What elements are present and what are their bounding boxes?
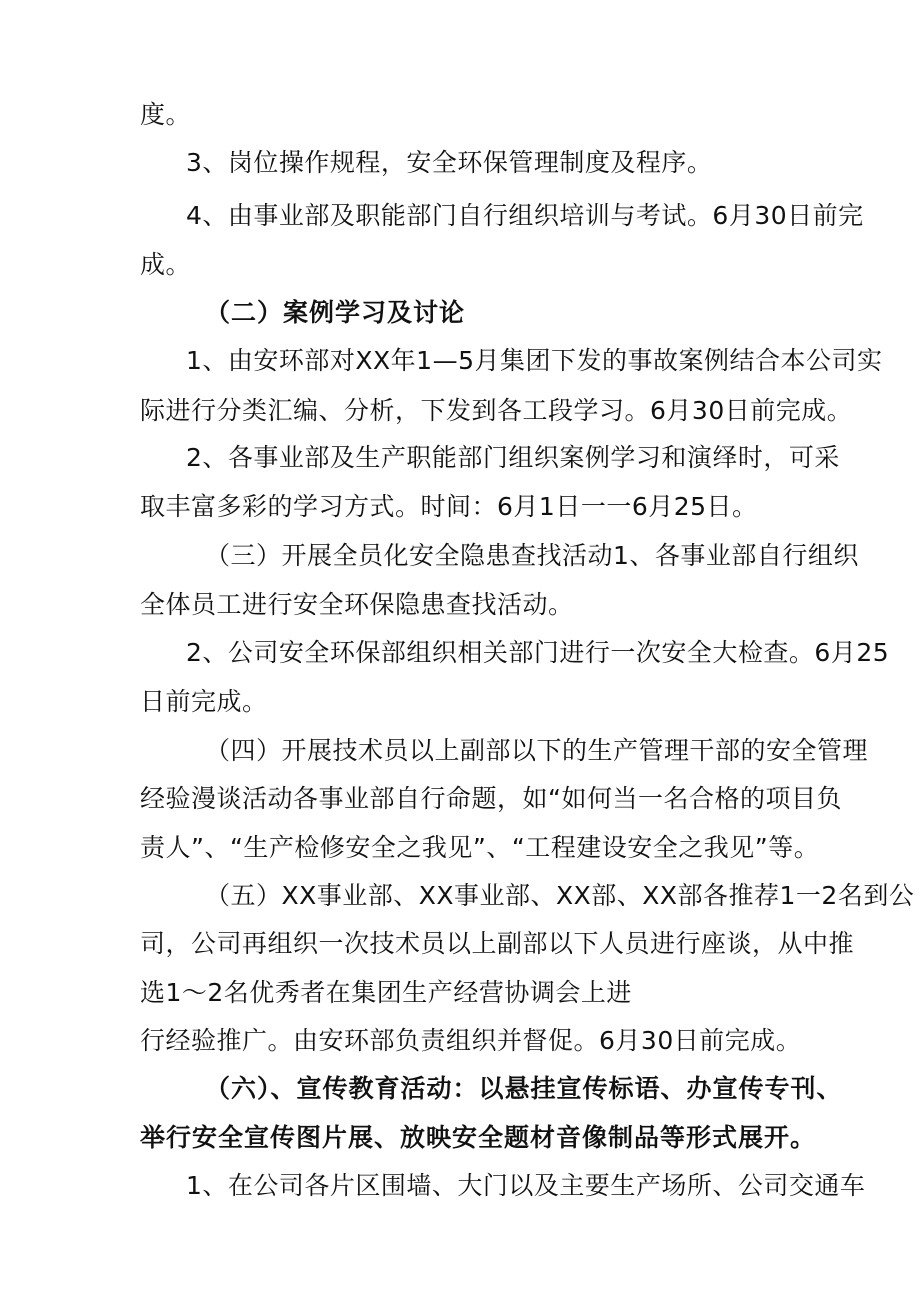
- section-heading: （二）案例学习及讨论: [205, 298, 466, 327]
- text-line: 行经验推广。由安环部负责组织并督促。6月30日前完成。: [140, 1026, 802, 1055]
- text-line: 2、各事业部及生产职能部门组织案例学习和演绎时，可采: [186, 443, 840, 472]
- text-line: 1、在公司各片区围墙、大门以及主要生产场所、公司交通车: [186, 1171, 866, 1200]
- text-line: 责人”、“生产检修安全之我见”、“工程建设安全之我见”等。: [140, 833, 820, 862]
- text-line: 1、由安环部对XX年1—5月集团下发的事故案例结合本公司实: [186, 346, 883, 375]
- text-line-bold: 举行安全宣传图片展、放映安全题材音像制品等形式展开。: [140, 1123, 817, 1152]
- text-line: 全体员工进行安全环保隐患查找活动。: [140, 590, 574, 619]
- text-line: 经验漫谈活动各事业部自行命题，如“如何当一名合格的项目负: [140, 784, 842, 813]
- section-heading: （四）开展技术员以上副部以下的生产管理干部的安全管理: [205, 736, 869, 765]
- text-line: 取丰富多彩的学习方式。时间：6月1日一一6月25日。: [140, 492, 758, 521]
- text-line: 日前完成。: [140, 687, 268, 716]
- text-line: 4、由事业部及职能部门自行组织培训与考试。6月30日前完: [186, 201, 864, 230]
- text-line: 选1～2名优秀者在集团生产经营协调会上进: [140, 978, 632, 1007]
- text-line: 司，公司再组织一次技术员以上副部以下人员进行座谈，从中推: [140, 929, 855, 958]
- text-line: 成。: [140, 250, 192, 279]
- section-heading: （三）开展全员化安全隐患查找活动1、各事业部自行组织: [205, 541, 859, 570]
- section-heading: （五）XX事业部、XX事业部、XX部、XX部各推荐1一2名到公: [205, 881, 915, 910]
- text-line: 3、岗位操作规程，安全环保管理制度及程序。: [186, 148, 713, 177]
- text-line: 际进行分类汇编、分析，下发到各工段学习。6月30日前完成。: [140, 396, 853, 425]
- text-line: 2、公司安全环保部组织相关部门进行一次安全大检查。6月25: [186, 638, 890, 667]
- section-heading: （六）、宣传教育活动：以悬挂宣传标语、办宣传专刊、: [205, 1074, 843, 1103]
- text-line: 度。: [140, 100, 192, 129]
